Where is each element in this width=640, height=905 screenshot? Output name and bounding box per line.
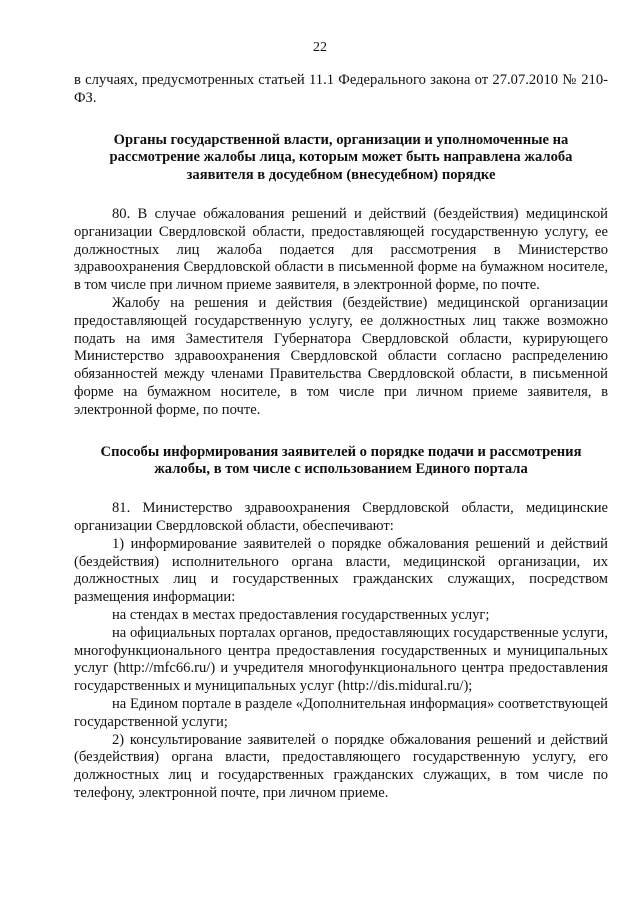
paragraph-80-continued: Жалобу на решения и действия (бездействие) медицинской организации предоставляющей государственную услугу, ее должностных лиц также возможно подать на имя Заместителя Губернатора Свердловской области, курирующего Министерство здравоохранения Свердловской области согласно распределению обязанностей между членами Правительства Свердловской области, в письменной форме на бумажном носителе, в том числе при личном приеме заявителя, в электронной форме, по почте.	[74, 294, 608, 418]
list-item-1-unified-portal: на Едином портале в разделе «Дополнительная информация» соответствующей государственной услуги;	[74, 695, 608, 730]
intro-paragraph: в случаях, предусмотренных статьей 11.1 Федерального закона от 27.07.2010 № 210-ФЗ.	[74, 72, 608, 106]
page-number: 22	[313, 40, 327, 55]
paragraph-80: 80. В случае обжалования решений и действий (бездействия) медицинской организации Свердловской области, предоставляющей государственную услугу, ее должностных лиц жалоба подается для рассмотрения в Министерство здравоохранения Свердловской области в письменной форме на бумажном носителе, в том числе при личном приеме заявителя, в электронной форме, по почте.	[74, 205, 608, 294]
list-item-1: 1) информирование заявителей о порядке обжалования решений и действий (бездействия) исполнительного органа власти, медицинской организации, их должностных лиц и государственных гражданских служащих, посредством размещения информации:	[74, 535, 608, 606]
section-title-complaint-bodies: Органы государственной власти, организации и уполномоченные на рассмотрение жалобы лица, которым может быть направлена жалоба заявителя в досудебном (внесудебном) порядке	[109, 131, 573, 184]
section-title-informing-methods: Способы информирования заявителей о порядке подачи и рассмотрения жалобы, в том числе с использованием Единого портала	[100, 443, 582, 478]
list-item-1-stands: на стендах в местах предоставления государственных услуг;	[112, 606, 490, 623]
paragraph-81: 81. Министерство здравоохранения Свердловской области, медицинские организации Свердловской области, обеспечивают:	[74, 500, 608, 534]
list-item-2: 2) консультирование заявителей о порядке обжалования решений и действий (бездействия) органа власти, предоставляющего государственную услугу, его должностных лиц и государственных гражданских служащих, в том числе по телефону, электронной почте, при личном приеме.	[74, 731, 608, 801]
list-item-1-portals: на официальных порталах органов, предоставляющих государственные услуги, многофункционального центра предоставления государственных и муниципальных услуг (http://mfc66.ru/) и учредителя многофункционального центра предоставления государственных и муниципальных услуг (http://dis.midural.ru/);	[74, 624, 608, 695]
page-content	[74, 72, 608, 803]
